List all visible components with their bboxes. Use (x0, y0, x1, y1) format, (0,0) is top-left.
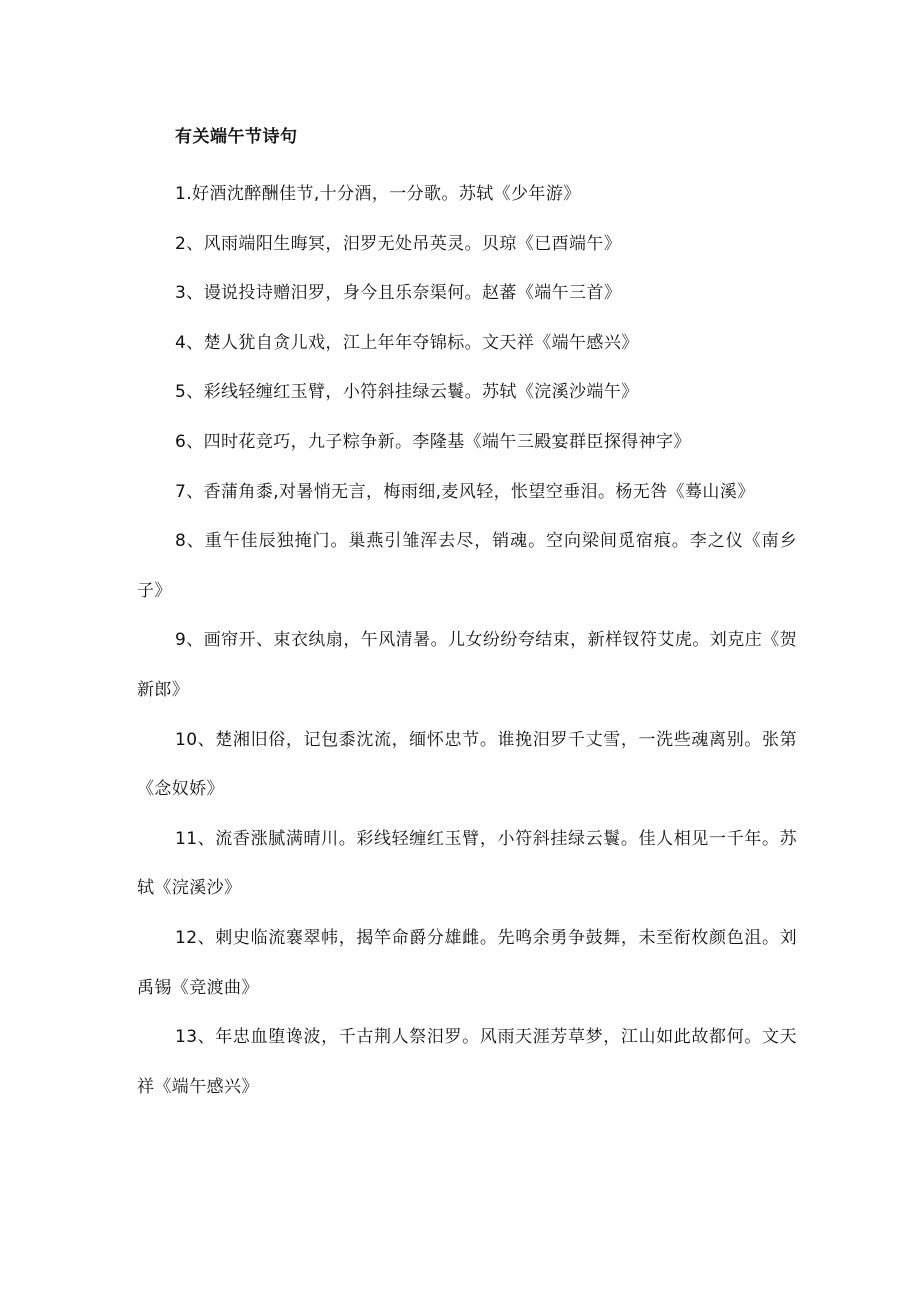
poem-line-10: 10、楚湘旧俗，记包黍沈流，缅怀忠节。谁挽汨罗千丈雪，一洗些魂离别。张第《念奴娇》 (137, 729, 797, 800)
poem-line-1: 1.好酒沈醉酬佳节,十分酒，一分歌。苏轼《少年游》 (175, 184, 581, 204)
poem-line-12: 12、刺史临流褰翠帏，揭竿命爵分雄雌。先鸣余勇争鼓舞，未至衔枚颜色沮。刘禹锡《竞渡曲》 (137, 927, 797, 998)
poem-line-4: 4、楚人犹自贪儿戏，江上年年夺锦标。文天祥《端午感兴》 (175, 332, 639, 353)
poem-line-8: 8、重午佳辰独掩门。巢燕引雏浑去尽，销魂。空向梁间觅宿痕。李之仪《南乡子》 (137, 531, 797, 601)
document-title: 有关端午节诗句 (175, 127, 298, 147)
poem-list (137, 170, 797, 1112)
poem-line-13: 13、年忠血堕谗波，千古荆人祭汨罗。风雨天涯芳草梦，江山如此故都何。文天祥《端午感兴》 (137, 1027, 797, 1097)
poem-line-9: 9、画帘开、束衣纨扇，午风清暑。儿女纷纷夸结束，新样钗符艾虎。刘克庄《贺新郎》 (137, 630, 797, 700)
poem-line-3: 3、谩说投诗赠汨罗，身今且乐奈渠何。赵蕃《端午三首》 (175, 283, 622, 304)
poem-line-7: 7、香蒲角黍,对暑悄无言，梅雨细,麦风轻，怅望空垂泪。杨无咎《蓦山溪》 (175, 481, 755, 502)
poem-line-6: 6、四时花竞巧，九子粽争新。李隆基《端午三殿宴群臣探得神字》 (175, 431, 691, 452)
poem-line-11: 11、流香涨腻满晴川。彩线轻缠红玉臂，小符斜挂绿云鬟。佳人相见一千年。苏轼《浣溪沙》 (137, 828, 797, 899)
poem-line-2: 2、风雨端阳生晦冥，汨罗无处吊英灵。贝琼《已酉端午》 (175, 233, 622, 254)
poem-line-5: 5、彩线轻缠红玉臂，小符斜挂绿云鬟。苏轼《浣溪沙端午》 (175, 382, 639, 403)
